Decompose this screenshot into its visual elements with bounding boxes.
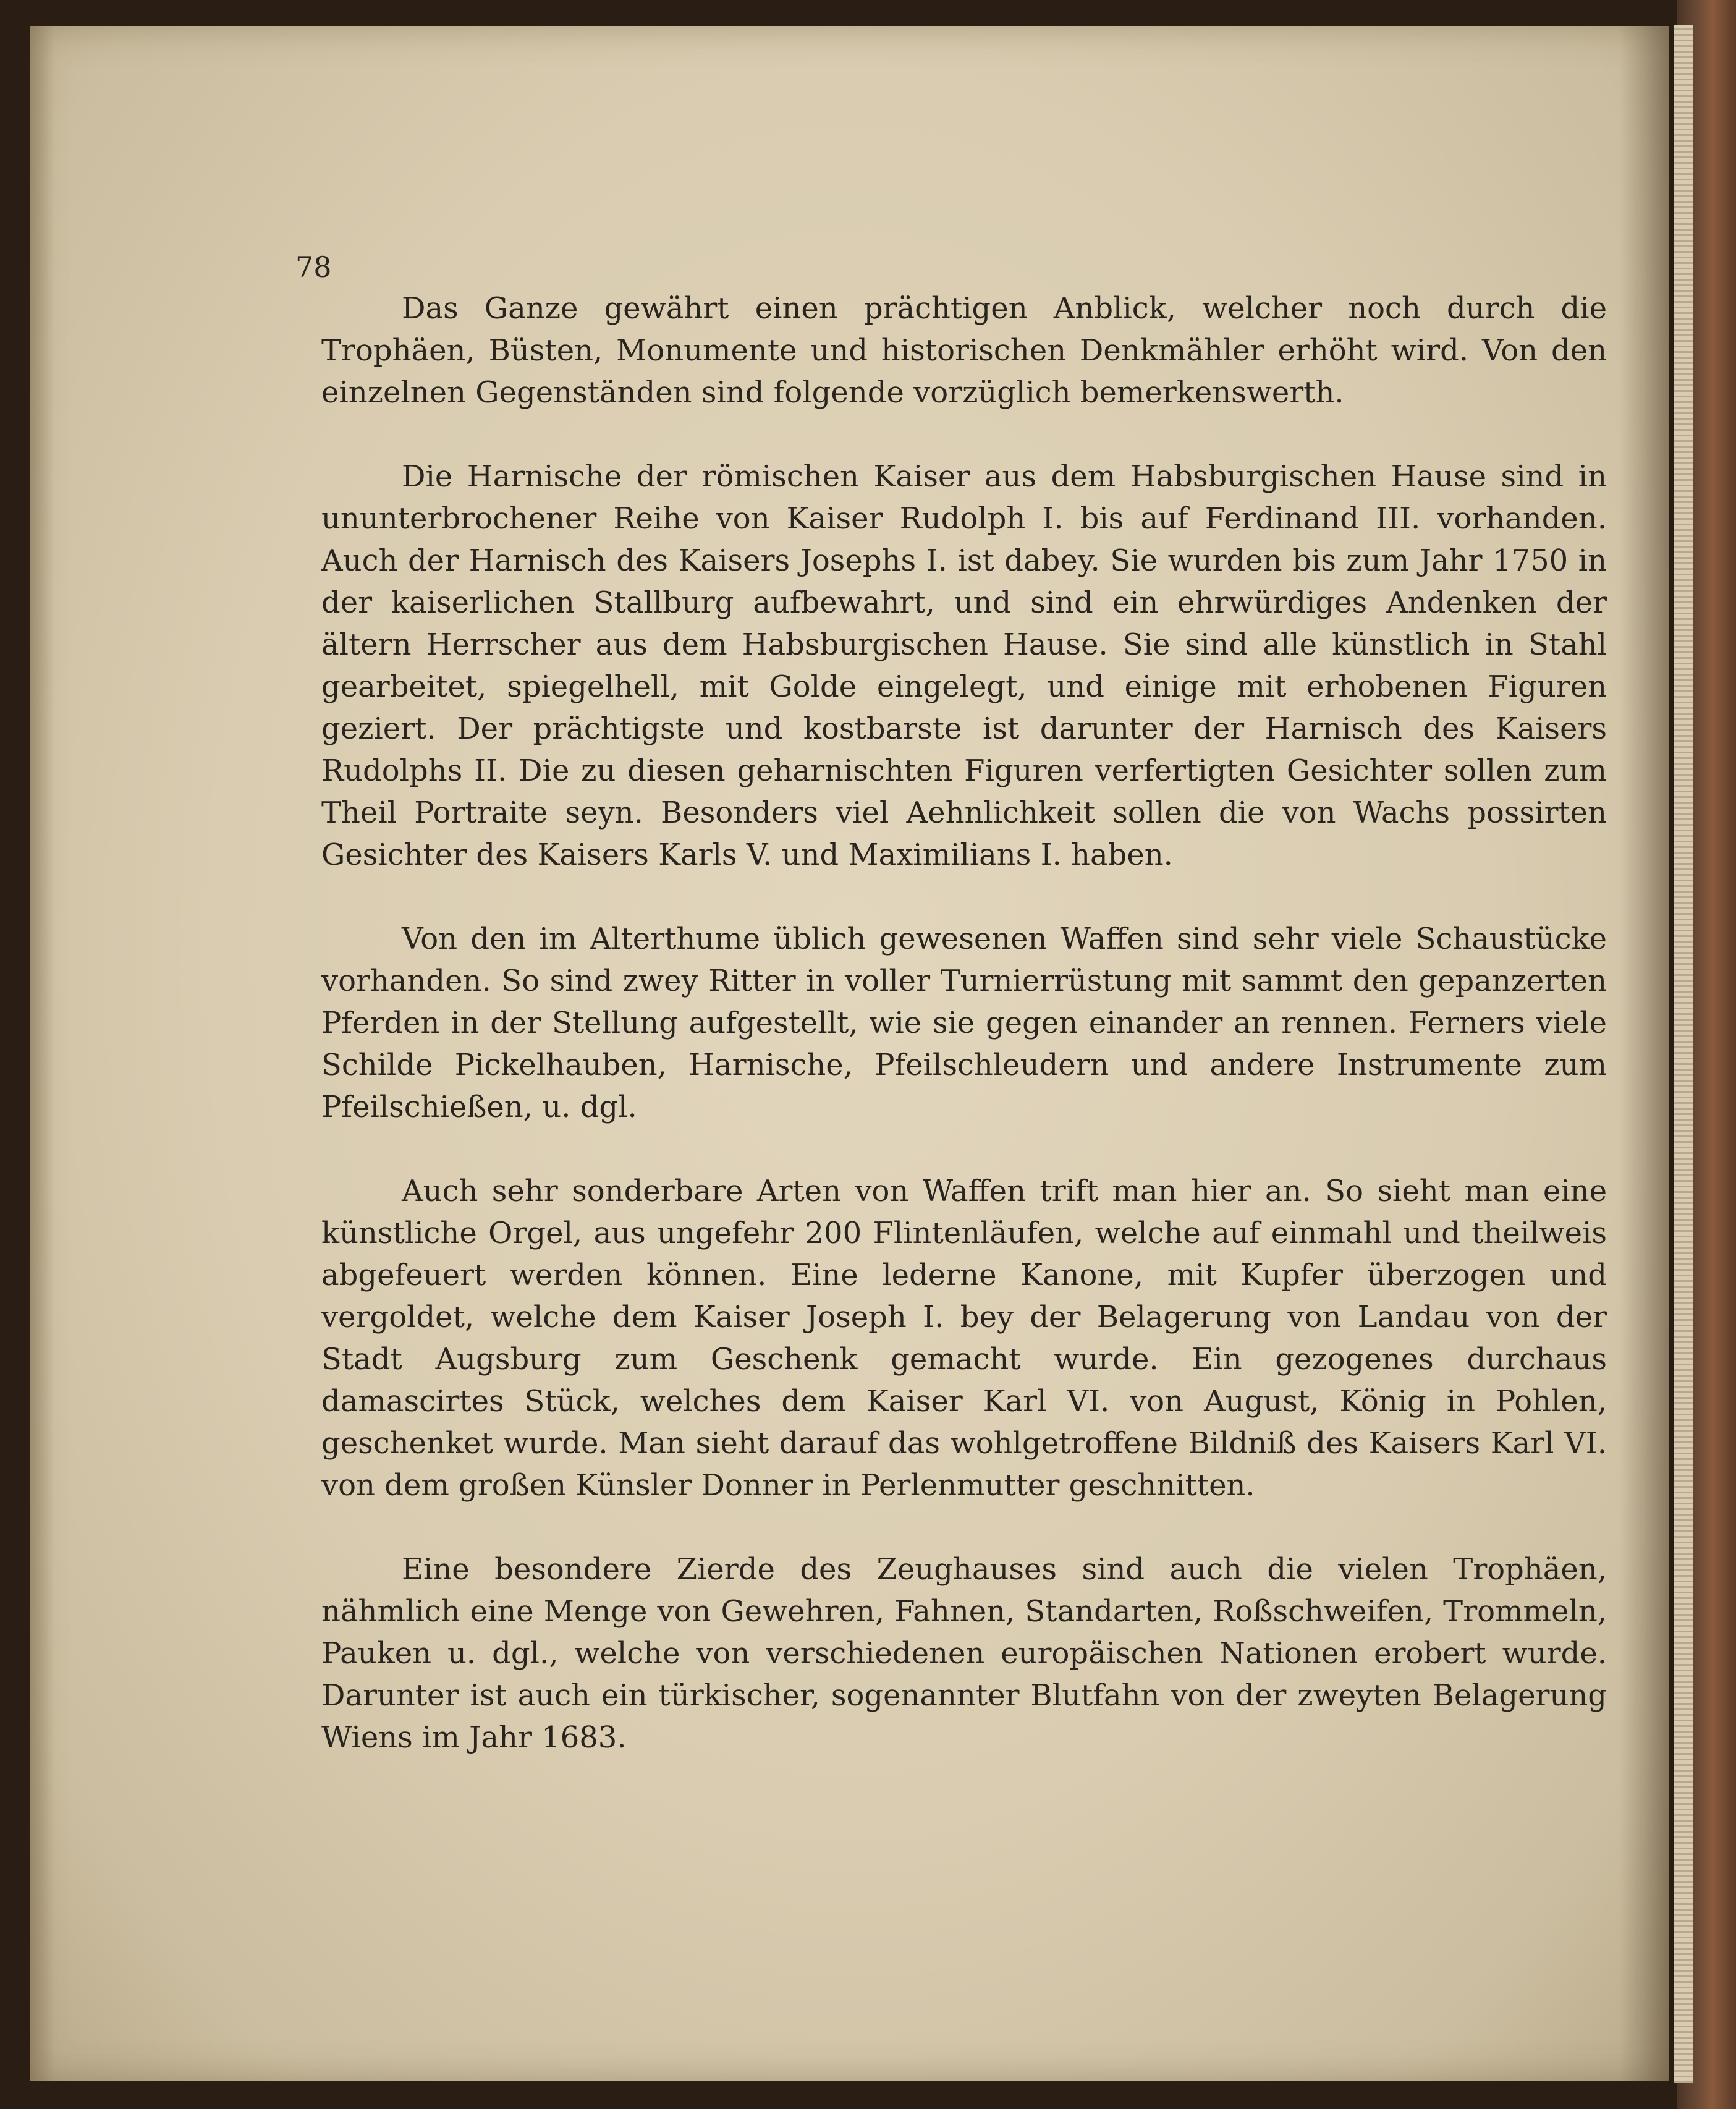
paragraph-3: Von den im Alterthume üblich gewesenen Waffen sind sehr viele Schaustücke vorhanden. So sind zwey Ritter in voller Turnierrüstung mit sammt den gepanzerten Pferden in der Stellung aufgestellt, wie sie gegen einander an rennen. Ferners viele Schilde Pickelhauben, Harnische, Pfeilschleudern und andere Instrumente zum Pfeilschießen, u. dgl. [321,922,1607,1124]
paragraph-2: Die Harnische der römischen Kaiser aus dem Habsburgischen Hause sind in ununterbrochener Reihe von Kaiser Rudolph I. bis auf Ferdinand III. vorhanden. Auch der Harnisch des Kaisers Josephs I. ist dabey. Sie wurden bis zum Jahr 1750 in der kaiserlichen Stallburg aufbewahrt, und sind ein ehrwürdiges Andenken der ältern Herrscher aus dem Habsburgischen Hause. Sie sind alle künstlich in Stahl gearbeitet, spiegelhell, mit Golde eingelegt, und einige mit erhobenen Figuren geziert. Der prächtigste und kostbarste ist darunter der Harnisch des Kaisers Rudolphs II. Die zu diesen geharnischten Figuren verfertigten Gesichter sollen zum Theil Portraite seyn. Besonders viel Aehnlichkeit sollen die von Wachs possirten Gesichter des Kaisers Karls V. und Maximilians I. haben. [321,459,1607,872]
page-left-shadow [30,26,54,2081]
page-edges [1674,25,1693,2083]
paragraph-4: Auch sehr sonderbare Arten von Waffen trift man hier an. So sieht man eine künstliche Orgel, aus ungefehr 200 Flintenläufen, welche auf einmahl und theilweis abgefeuert werden können. Eine lederne Kanone, mit Kupfer überzogen und vergoldet, welche dem Kaiser Joseph I. bey der Belagerung von Landau von der Stadt Augsburg zum Geschenk gemacht wurde. Ein gezogenes durchaus damascirtes Stück, welches dem Kaiser Karl VI. von August, König in Pohlen, geschenket wurde. Man sieht darauf das wohlgetroffene Bildniß des Kaisers Karl VI. von dem großen Künsler Donner in Perlenmutter geschnitten. [321,1174,1607,1503]
page-number: 78 [295,250,332,284]
paragraph-5: Eine besondere Zierde des Zeughauses sind auch die vielen Trophäen, nähmlich eine Menge von Gewehren, Fahnen, Standarten, Roßschweifen, Trommeln, Pauken u. dgl., welche von verschiedenen europäischen Nationen erobert wurde. Darunter ist auch ein türkischer, sogenannter Blutfahn von der zweyten Belagerung Wiens im Jahr 1683. [321,1552,1607,1755]
paragraph-1: Das Ganze gewährt einen prächtigen Anblick, welcher noch durch die Trophäen, Büsten, Monumente und historischen Denkmähler erhöht wird. Von den einzelnen Gegenständen sind folgende vorzüglich bemerkenswerth. [321,291,1607,410]
page-gutter-shadow [1619,26,1669,2081]
page-text [321,287,1607,1759]
